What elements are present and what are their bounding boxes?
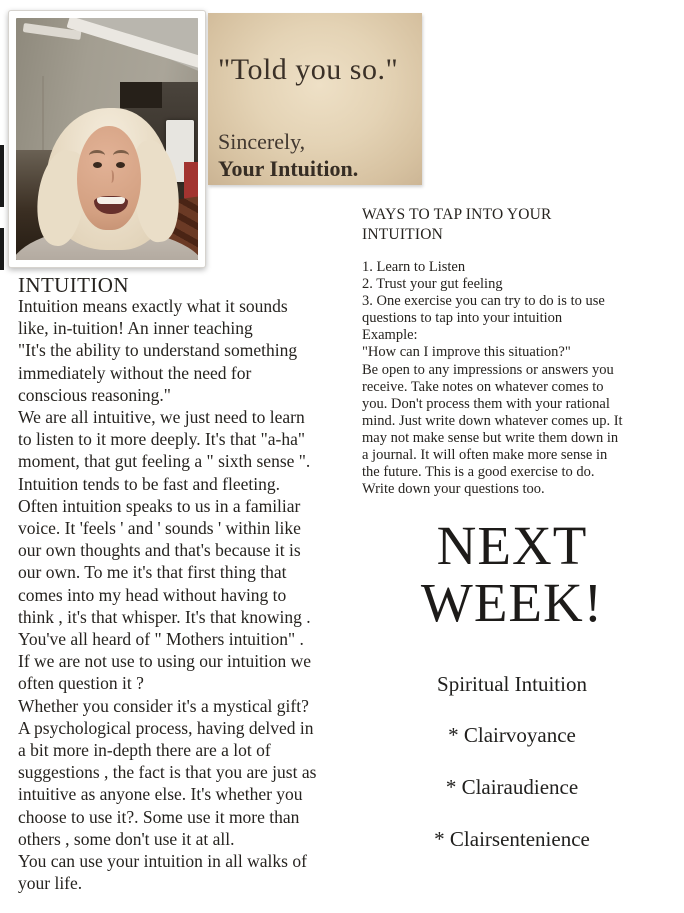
text-line: a journal. It will often make more sense in: [362, 447, 608, 464]
text-line: our own thoughts and that's because it is: [18, 540, 301, 561]
text-line: conscious reasoning.": [18, 384, 171, 405]
text-line: may not make sense but write them down in: [362, 429, 619, 446]
text-line: your life.: [18, 873, 83, 894]
text-line: Intuition tends to be fast and fleeting.: [18, 473, 280, 494]
text-line: intuitive as anyone else. It's whether you: [18, 784, 303, 805]
tips-list: [362, 259, 623, 498]
text-line: like, in-tuition! An inner teaching: [18, 318, 253, 339]
text-line: the future. This is a good exercise to do.: [362, 464, 595, 481]
text-line: 1. Learn to Listen: [362, 259, 466, 275]
text-line: You've all heard of " Mothers intuition" .: [18, 629, 304, 650]
text-line: Intuition means exactly what it sounds: [18, 296, 288, 316]
text-line: to listen to it more deeply. It's that "a-ha": [18, 429, 305, 450]
shelf-shadow: [120, 82, 162, 108]
teeth: [97, 197, 125, 204]
text-line: You can use your intuition in all walks of: [18, 851, 307, 872]
text-line: you. Don't process them with your rational: [362, 395, 610, 412]
text-line: comes into my head without having to: [18, 584, 287, 605]
text-line: Be open to any impressions or answers you: [362, 361, 614, 378]
text-line: choose to use it?. Some use it more than: [18, 806, 300, 827]
text-line: * Clairsentenience: [434, 827, 590, 851]
text-line: mind. Just write down whatever comes up. It: [362, 412, 623, 429]
wall-panel-edge: [42, 76, 44, 154]
quote-line-told-you-so: "Told you so.": [218, 53, 399, 86]
right-eyebrow: [113, 150, 129, 161]
intuition-body-text: [18, 295, 316, 894]
photo-frame: [8, 10, 206, 268]
quote-card: [208, 13, 422, 185]
right-eye: [116, 162, 125, 168]
text-line: immediately without the need for: [18, 362, 252, 383]
clair-abilities-list: [384, 722, 640, 878]
text-line: Whether you consider it's a mystical gift?: [18, 695, 309, 716]
text-line: Often intuition speaks to us in a familiar: [18, 495, 301, 516]
text-line: moment, that gut feeling a " sixth sense ".: [18, 451, 311, 472]
text-line: suggestions , the fact is that you are just as: [18, 762, 317, 783]
ways-to-tap-heading: [362, 205, 552, 244]
selfie-photo: [16, 18, 198, 260]
subtitle-spiritual-intuition: Spiritual Intuition: [437, 672, 587, 696]
left-eye: [93, 162, 102, 168]
text-line: voice. It 'feels ' and ' sounds ' within like: [18, 518, 301, 539]
text-line: our own. To me it's that first thing that: [18, 562, 287, 583]
text-line: receive. Take notes on whatever comes to: [362, 378, 604, 395]
text-line: WEEK!: [420, 572, 604, 633]
quote-line-sincerely: Sincerely,: [218, 129, 306, 154]
text-line: If we are not use to using our intuition we: [18, 651, 312, 672]
text-line: NEXT: [436, 515, 588, 576]
text-line: We are all intuitive, we just need to learn: [18, 407, 305, 428]
text-line: A psychological process, having delved in: [18, 717, 314, 738]
nose: [107, 170, 114, 183]
quote-line-your-intuition: Your Intuition.: [218, 156, 359, 181]
text-line: * Clairaudience: [445, 775, 579, 799]
text-line: * Clairvoyance: [448, 723, 576, 747]
text-line: a bit more in-depth there are a lot of: [18, 740, 271, 761]
intuition-title: INTUITION: [18, 273, 129, 297]
text-line: 3. One exercise you can try to do is to use: [362, 293, 605, 310]
text-line: Example:: [362, 327, 418, 344]
photo-edge-sliver: [0, 145, 4, 207]
left-eyebrow: [89, 150, 105, 161]
text-line: questions to tap into your intuition: [362, 310, 563, 327]
text-line: INTUITION: [362, 225, 443, 243]
text-line: WAYS TO TAP INTO YOUR: [362, 206, 552, 223]
text-line: often question it ?: [18, 673, 144, 694]
text-line: 2. Trust your gut feeling: [362, 276, 503, 293]
text-line: "It's the ability to understand something: [18, 340, 298, 361]
text-line: "How can I improve this situation?": [362, 344, 571, 361]
next-week-heading: [384, 517, 640, 631]
photo-edge-sliver: [0, 228, 4, 270]
text-line: Write down your questions too.: [362, 481, 545, 498]
text-line: others , some don't use it at all.: [18, 828, 235, 849]
text-line: think , it's that whisper. It's that knowing .: [18, 606, 311, 627]
